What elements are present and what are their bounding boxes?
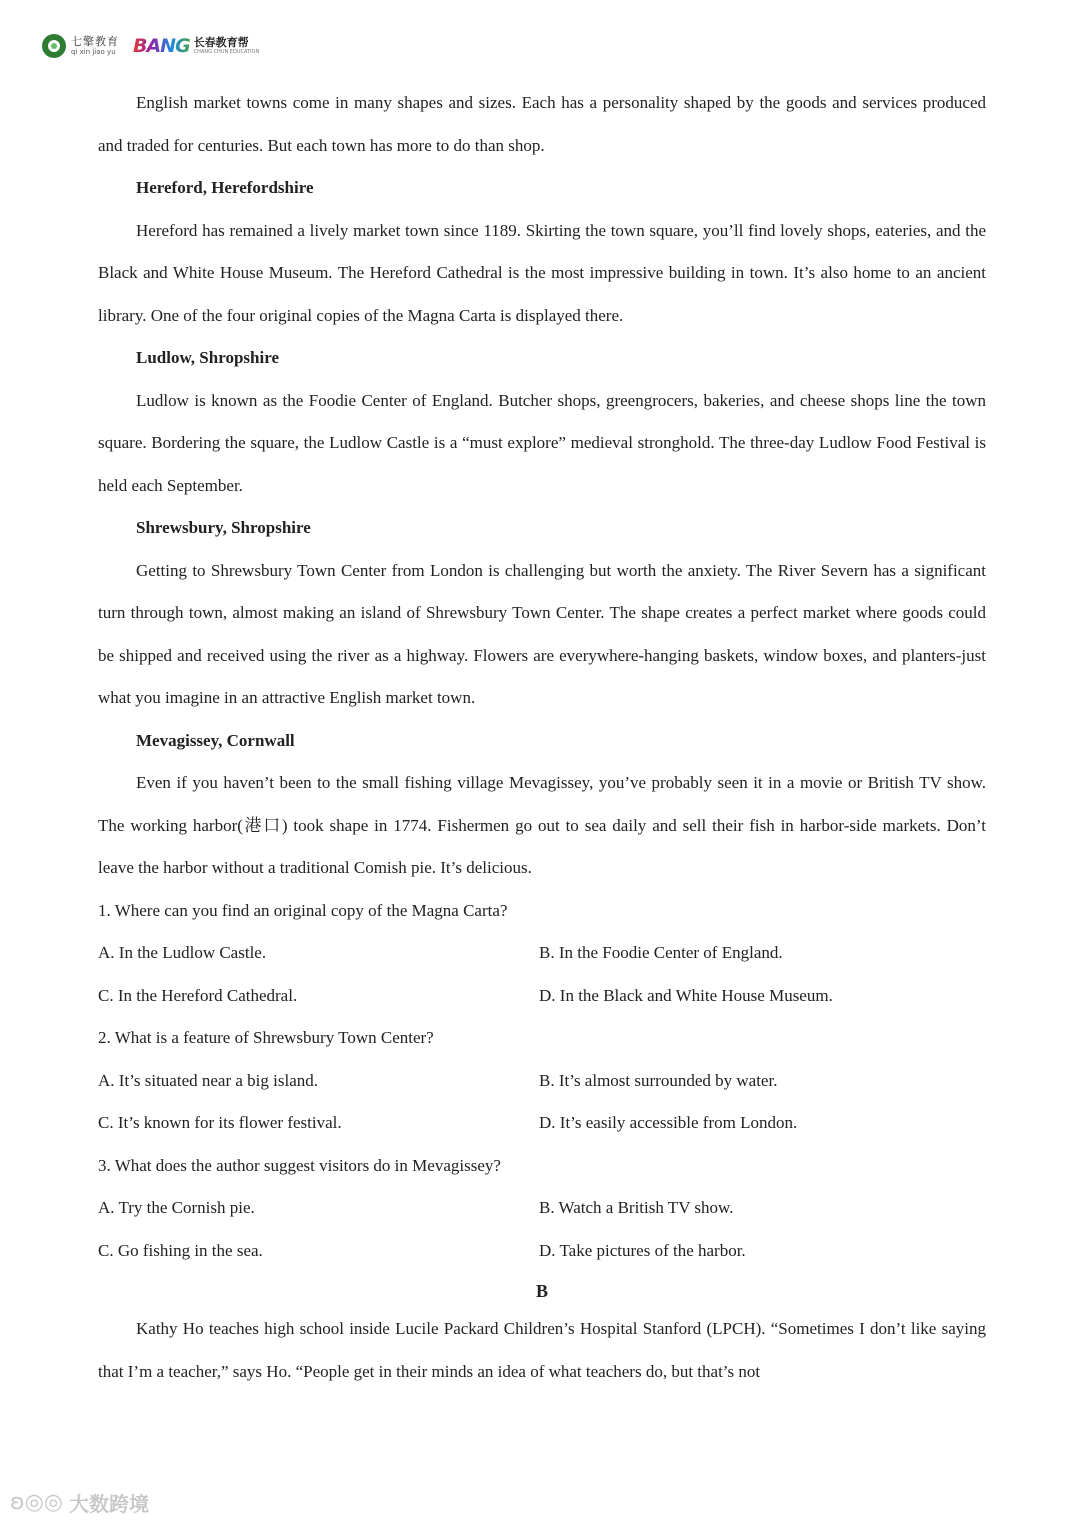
- watermark-text: 大数跨境: [69, 1492, 150, 1516]
- question-1-option-c: C. In the Hereford Cathedral.: [98, 985, 298, 1005]
- question-2-options-row-2: [98, 1102, 986, 1145]
- section-text-shrewsbury: Getting to Shrewsbury Town Center from London is challenging but worth the anxiety. The River Severn has a significant turn through town, almost making an island of Shrewsbury Town Center. The shape creates a perfect market where goods could be shipped and received using the river as a highway. Flowers are everywhere-hanging baskets, window boxes, and planters-just what you imagine in an attractive English market town.: [98, 560, 986, 707]
- question-2-options-row-1: [98, 1060, 986, 1103]
- section-heading-shrewsbury: Shrewsbury, Shropshire: [136, 518, 311, 537]
- question-3-options-row-1: [98, 1187, 986, 1230]
- question-1-option-d: D. In the Black and White House Museum.: [539, 985, 833, 1005]
- question-1-options-row-2: [98, 975, 986, 1018]
- qixin-logo-icon: [42, 34, 66, 58]
- question-1-stem: 1. Where can you find an original copy of the Magna Carta?: [98, 900, 508, 920]
- question-2-option-b: B. It’s almost surrounded by water.: [539, 1070, 778, 1090]
- qixin-logo-cn: 七擎教育: [71, 35, 119, 48]
- bang-logo-en: CHANG CHUN EDUCATION: [193, 49, 260, 55]
- question-3-option-b: B. Watch a British TV show.: [539, 1198, 734, 1217]
- section-heading-ludlow: Ludlow, Shropshire: [136, 348, 279, 367]
- question-3-option-c: C. Go fishing in the sea.: [98, 1240, 263, 1260]
- section-text-ludlow: Ludlow is known as the Foodie Center of England. Butcher shops, greengrocers, bakeries, and cheese shops line the town square. Bordering the square, the Ludlow Castle is a “must explore” medieval stronghold. The three-day Ludlow Food Festival is held each September.: [98, 390, 986, 495]
- qixin-logo-en: qi xin jiao yu: [71, 48, 116, 56]
- question-3-option-d: D. Take pictures of the harbor.: [539, 1240, 746, 1260]
- watermark: [10, 1488, 149, 1517]
- question-2-stem: 2. What is a feature of Shrewsbury Town Center?: [98, 1028, 434, 1047]
- watermark-logo-icon: ʚ◎◎: [10, 1490, 64, 1515]
- page-header: [42, 32, 259, 60]
- section-text-mevagissey: Even if you haven’t been to the small fishing village Mevagissey, you’ve probably seen it in a movie or British TV show. The working harbor(港口) took shape in 1774. Fishermen go out to sea daily and sell their fish in harbor-side markets. Don’t leave the harbor without a traditional Comish pie. It’s delicious.: [98, 773, 986, 877]
- question-2-option-d: D. It’s easily accessible from London.: [539, 1113, 798, 1132]
- bang-logo: [133, 35, 259, 57]
- question-1-options-row-1: [98, 932, 986, 975]
- question-3-option-a: A. Try the Cornish pie.: [98, 1198, 255, 1217]
- qixin-logo: [42, 34, 119, 58]
- passage-a-intro: English market towns come in many shapes and sizes. Each has a personality shaped by the goods and services produced and traded for centuries. But each town has more to do than shop.: [98, 93, 986, 155]
- question-3-stem: 3. What does the author suggest visitors do in Mevagissey?: [98, 1155, 501, 1175]
- bang-logo-mark: BANG: [133, 35, 190, 57]
- question-1-option-b: B. In the Foodie Center of England.: [539, 943, 783, 962]
- passage-b-letter: B: [535, 1281, 548, 1301]
- question-1-option-a: A. In the Ludlow Castle.: [98, 943, 267, 962]
- section-text-hereford: Hereford has remained a lively market town since 1189. Skirting the town square, you’ll find lovely shops, eateries, and the Black and White House Museum. The Hereford Cathedral is the most impressive building in town. It’s also home to an ancient library. One of the four original copies of the Magna Carta is displayed there.: [98, 220, 986, 325]
- bang-logo-cn: 长春教育帮: [193, 36, 249, 49]
- question-2-option-c: C. It’s known for its flower festival.: [98, 1113, 342, 1132]
- question-3-options-row-2: [98, 1230, 986, 1273]
- section-heading-hereford: Hereford, Herefordshire: [136, 178, 314, 197]
- document-body: [98, 82, 986, 1393]
- question-2-option-a: A. It’s situated near a big island.: [98, 1070, 319, 1090]
- section-heading-mevagissey: Mevagissey, Cornwall: [136, 730, 295, 750]
- passage-b-text: Kathy Ho teaches high school inside Lucile Packard Children’s Hospital Stanford (LPCH). “Sometimes I don’t like saying that I’m a teacher,” says Ho. “People get in their minds an idea of what teachers do, but that’s not: [98, 1319, 986, 1381]
